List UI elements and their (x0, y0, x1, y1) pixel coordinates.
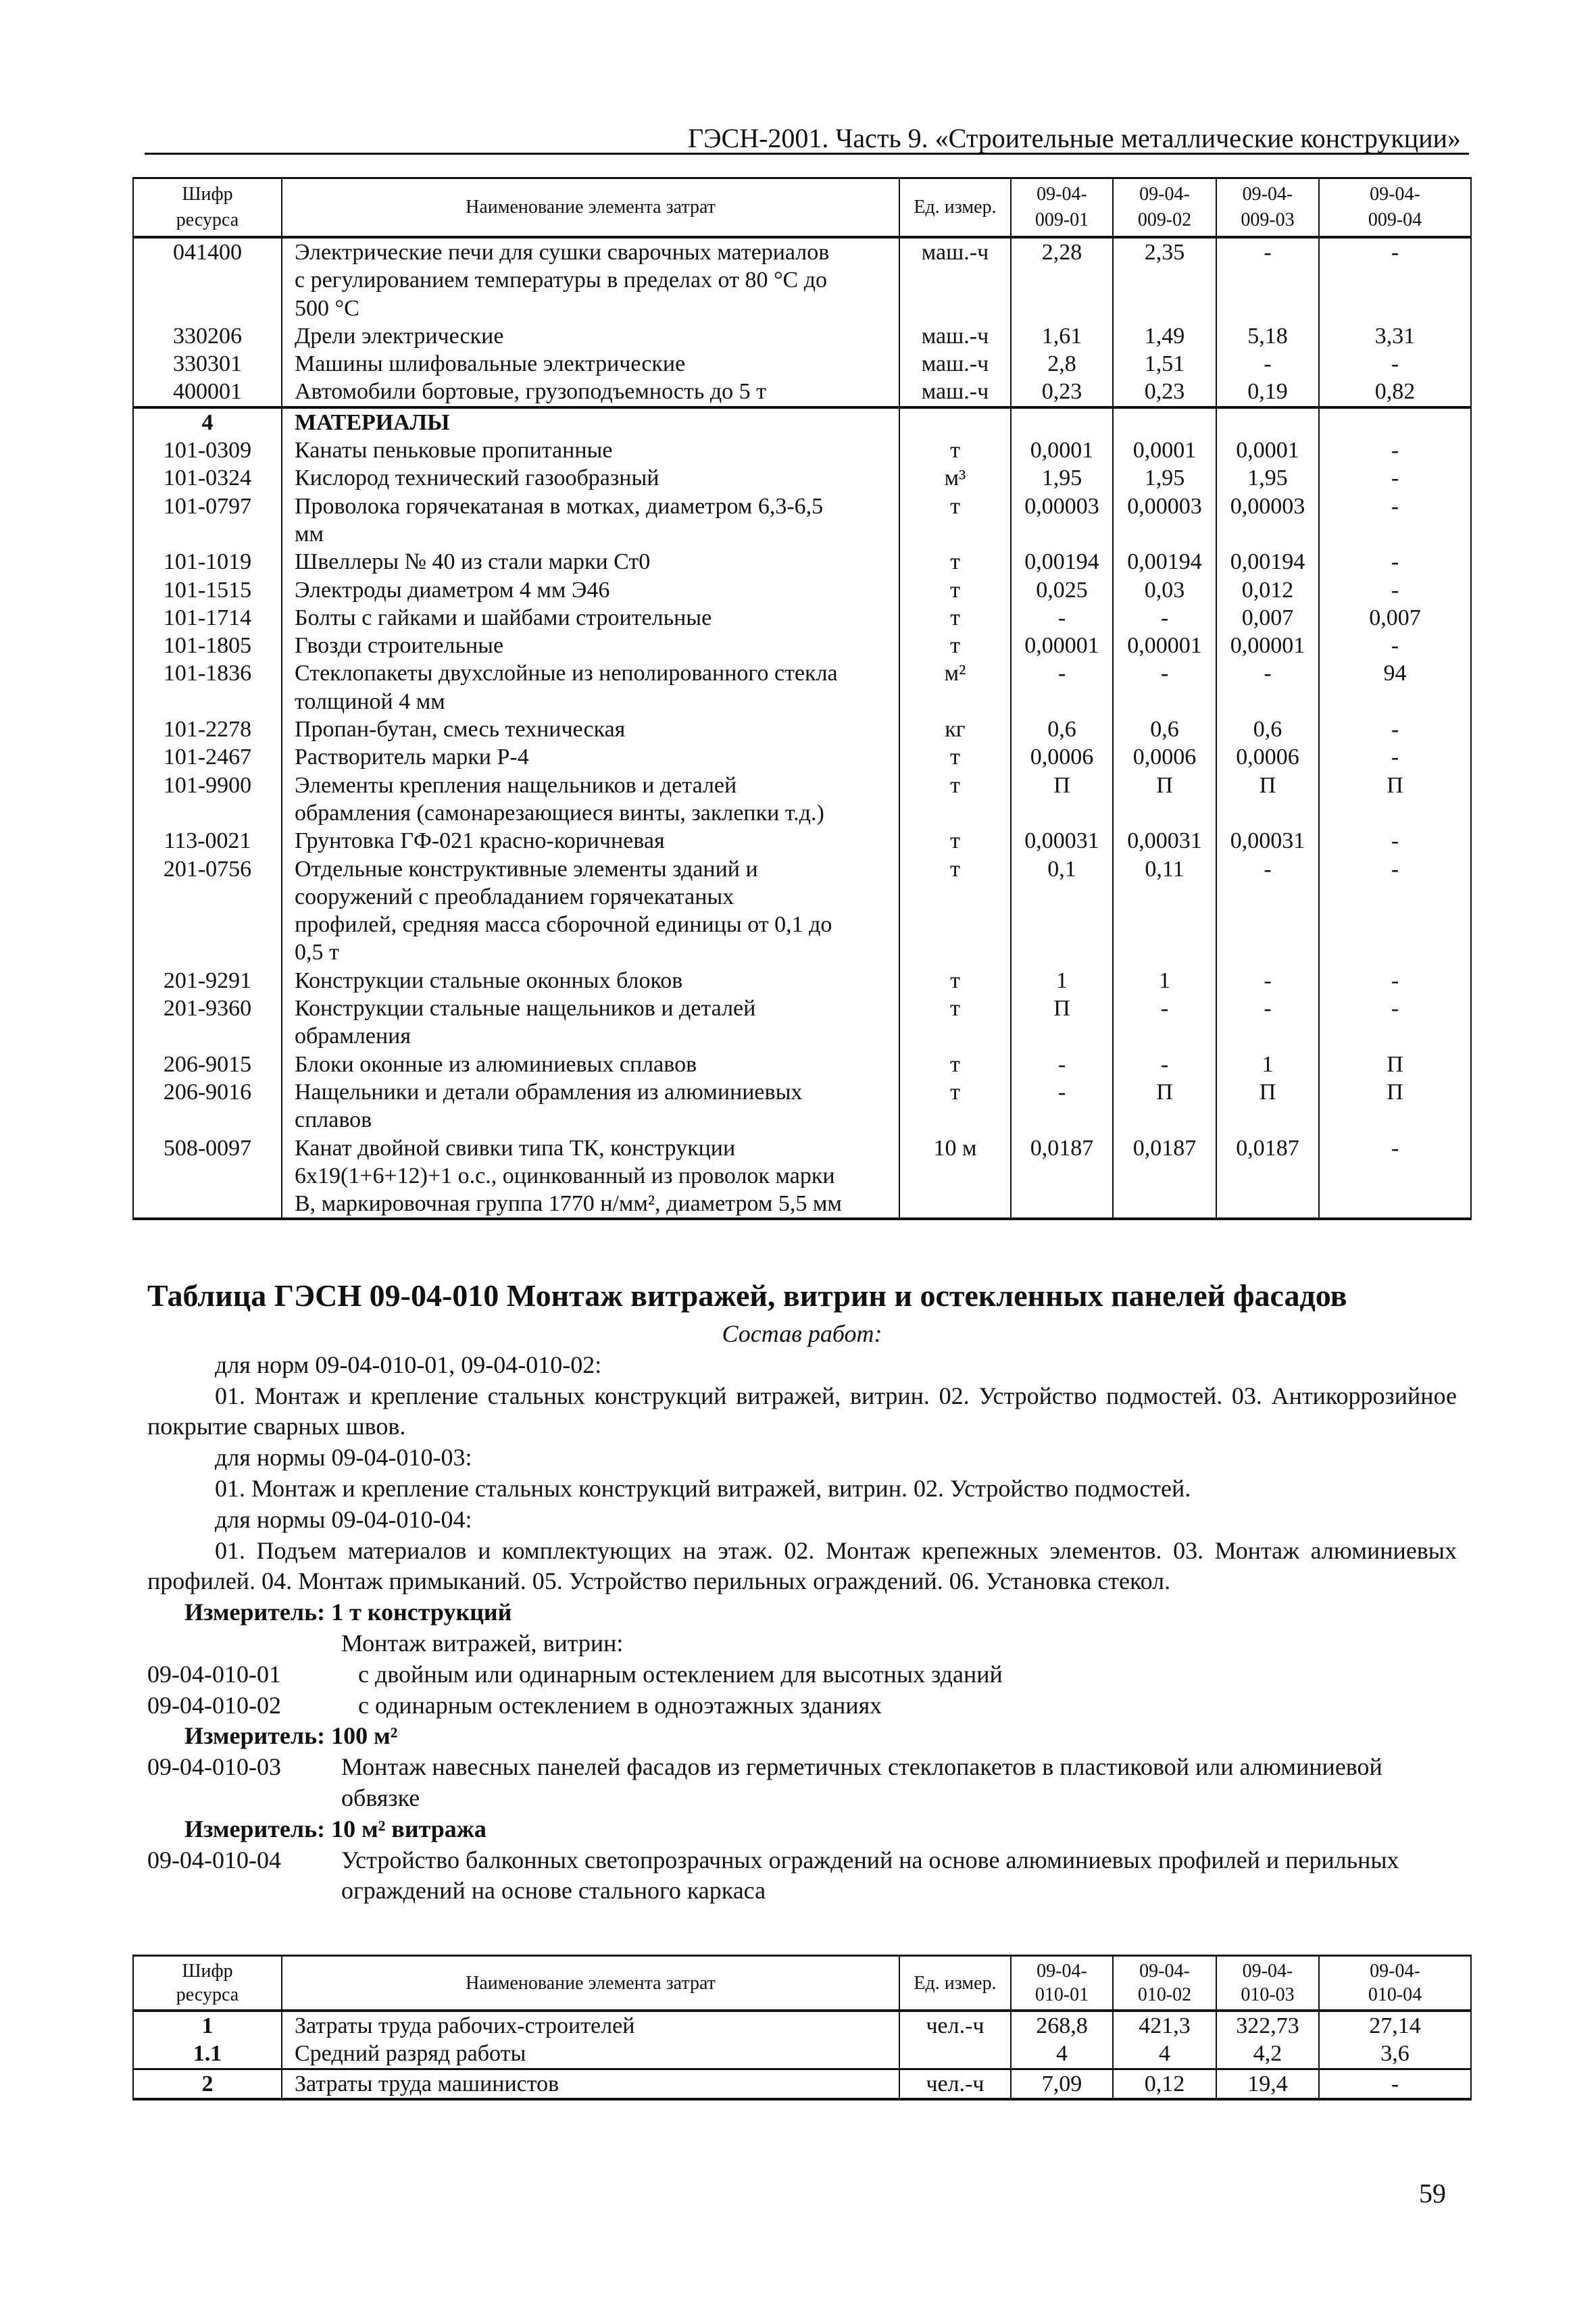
cell-value: - (1319, 967, 1471, 995)
cell-value: - (1319, 715, 1471, 743)
cell-value: 0,007 (1216, 604, 1319, 632)
header-rule (145, 153, 1469, 155)
table-row (133, 464, 1471, 492)
cell-unit: чел.-ч (899, 2011, 1011, 2040)
table-row (133, 1051, 1471, 1078)
cell-code: 101-1019 (133, 548, 282, 576)
cell-unit: т (899, 436, 1011, 464)
cell-value: 1,95 (1216, 464, 1319, 492)
cell-name: Машины шлифовальные электрические (282, 350, 899, 378)
work-description: 01. Подъем материалов и комплектующих на этаж. 02. Монтаж крепежных элементов. 03. Монтаж алюминиевых профилей. 04. Монтаж примыканий. 05. Устройство перильных ограждений. 06. Установка стекол. (147, 1536, 1457, 1595)
cell-value: 7,09 (1011, 2069, 1113, 2099)
cell-value: 4 (1113, 2040, 1216, 2069)
cell-name: Затраты труда машинистов (282, 2069, 899, 2099)
cell-value: 5,18 (1216, 322, 1319, 350)
cell-code: 201-0756 (133, 855, 282, 967)
cell-value: - (1319, 855, 1471, 967)
cell-value: - (1319, 743, 1471, 771)
cell-value: П (1011, 995, 1113, 1051)
measure-label: Измеритель: 1 т конструкций (184, 1599, 512, 1626)
cell-value: 27,14 (1319, 2011, 1471, 2040)
cell-value: - (1319, 576, 1471, 604)
norm-text: Монтаж навесных панелей фасадов из герметичных стеклопакетов в пластиковой или алюминиевой обвязке (341, 1753, 1382, 1811)
cell-code: 101-9900 (133, 772, 282, 828)
section-row (133, 2069, 1471, 2099)
cell-code: 101-0324 (133, 464, 282, 492)
cell-code: 1 (133, 2011, 282, 2040)
norms-heading: для нормы 09-04-010-03: (215, 1444, 472, 1472)
cell-value: 0,6 (1011, 715, 1113, 743)
header-name: Наименование элемента затрат (282, 1956, 899, 2011)
cell-unit: маш.-ч (899, 378, 1011, 407)
cell-code: 101-1805 (133, 632, 282, 659)
cell-value: - (1319, 1134, 1471, 1219)
cell-code: 101-1714 (133, 604, 282, 632)
cell-unit: т (899, 548, 1011, 576)
cell-name: Канаты пеньковые пропитанные (282, 436, 899, 464)
cell-value: 1 (1011, 967, 1113, 995)
cell-code: 041400 (133, 237, 282, 322)
norm-text: с двойным или одинарным остеклением для высотных зданий (358, 1660, 1003, 1688)
cell-value: 268,8 (1011, 2011, 1113, 2040)
cell-code: 330206 (133, 322, 282, 350)
cell-value: 3,6 (1319, 2040, 1471, 2069)
header-norm: 09-04- 009-02 (1113, 178, 1216, 238)
cell-name: Стеклопакеты двухслойные из неполированного стекла толщиной 4 мм (282, 659, 899, 715)
table-row (133, 743, 1471, 771)
cell-unit: кг (899, 715, 1011, 743)
cell-value: - (1011, 1051, 1113, 1078)
cell-value: - (1011, 1078, 1113, 1134)
cell-unit: маш.-ч (899, 322, 1011, 350)
cell-unit: 10 м (899, 1134, 1011, 1219)
cell-value: 421,3 (1113, 2011, 1216, 2040)
table-row (133, 772, 1471, 828)
cell-name: Конструкции стальные оконных блоков (282, 967, 899, 995)
cell-value: 0,82 (1319, 378, 1471, 407)
cell-value: 0,00031 (1113, 827, 1216, 855)
table-row (133, 855, 1471, 967)
cell-value (1011, 407, 1113, 436)
cell-value (1113, 407, 1216, 436)
cell-value: - (1319, 995, 1471, 1051)
cell-value: 0,00001 (1216, 632, 1319, 659)
section-row (133, 407, 1471, 436)
cell-value: П (1216, 1078, 1319, 1134)
cell-value: - (1216, 855, 1319, 967)
cell-code: 101-2467 (133, 743, 282, 771)
composition-label: Состав работ: (722, 1320, 882, 1347)
cell-value: П (1216, 772, 1319, 828)
work-description: 01. Монтаж и крепление стальных конструкций витражей, витрин. 02. Устройство подмостей. (215, 1474, 1191, 1502)
cell-name: Пропан-бутан, смесь техническая (282, 715, 899, 743)
table-row (133, 1078, 1471, 1134)
cell-value: П (1319, 1051, 1471, 1078)
header-unit: Ед. измер. (899, 1956, 1011, 2011)
cell-value: 3,31 (1319, 322, 1471, 350)
cell-value: 0,12 (1113, 2069, 1216, 2099)
running-header: ГЭСН-2001. Часть 9. «Строительные металлические конструкции» (688, 123, 1461, 153)
header-norm: 09-04- 010-03 (1216, 1956, 1319, 2011)
cell-value: 1,49 (1113, 322, 1216, 350)
cell-value: 0,23 (1011, 378, 1113, 407)
cell-name: Растворитель марки Р-4 (282, 743, 899, 771)
cell-value: 4 (1011, 2040, 1113, 2069)
cell-value: 0,0001 (1011, 436, 1113, 464)
cell-value: 1 (1216, 1051, 1319, 1078)
table-row (133, 995, 1471, 1051)
cell-value: - (1319, 350, 1471, 378)
cell-value: 0,00003 (1113, 493, 1216, 549)
cell-value: - (1216, 350, 1319, 378)
cell-unit: т (899, 967, 1011, 995)
table-row (133, 378, 1471, 407)
cell-unit: т (899, 1078, 1011, 1134)
cell-value: 0,1 (1011, 855, 1113, 967)
norms-heading: для норм 09-04-010-01, 09-04-010-02: (215, 1351, 602, 1378)
cell-value: 1,95 (1113, 464, 1216, 492)
cell-value: 0,11 (1113, 855, 1216, 967)
cell-code: 2 (133, 2069, 282, 2099)
cell-unit: т (899, 632, 1011, 659)
table-row (133, 715, 1471, 743)
cell-value: 2,8 (1011, 350, 1113, 378)
cell-value: - (1319, 548, 1471, 576)
header-code: Шифр ресурса (133, 178, 282, 238)
cell-value: 19,4 (1216, 2069, 1319, 2099)
cell-value: 0,00031 (1216, 827, 1319, 855)
work-composition (147, 1319, 1457, 1907)
cell-value: 0,03 (1113, 576, 1216, 604)
section-title: Таблица ГЭСН 09-04-010 Монтаж витражей, витрин и остекленных панелей фасадов (147, 1278, 1347, 1313)
cell-value: - (1319, 436, 1471, 464)
header-norm: 09-04- 009-01 (1011, 178, 1113, 238)
cell-unit (899, 407, 1011, 436)
cell-value: 1,61 (1011, 322, 1113, 350)
cell-value: 4,2 (1216, 2040, 1319, 2069)
header-norm: 09-04- 010-02 (1113, 1956, 1216, 2011)
cell-unit: т (899, 772, 1011, 828)
cell-value: 0,007 (1319, 604, 1471, 632)
norm-code: 09-04-010-02 (147, 1691, 281, 1719)
cell-name: Швеллеры № 40 из стали марки Ст0 (282, 548, 899, 576)
cell-name: Канат двойной свивки типа ТК, конструкции 6х19(1+6+12)+1 о.с., оцинкованный из проволок марки В, маркировочная группа 1770 н/мм², диаметром 5,5 мм (282, 1134, 899, 1219)
cell-unit: т (899, 1051, 1011, 1078)
cell-unit: т (899, 576, 1011, 604)
cell-value: 1,95 (1011, 464, 1113, 492)
cell-value: - (1113, 604, 1216, 632)
measure-label: Измеритель: 100 м² (184, 1722, 398, 1750)
cell-name: Электроды диаметром 4 мм Э46 (282, 576, 899, 604)
cell-value (1216, 407, 1319, 436)
cell-value: 0,0006 (1113, 743, 1216, 771)
norm-text: с одинарным остеклением в одноэтажных зданиях (358, 1691, 882, 1719)
table-row (133, 237, 1471, 322)
table-row (133, 322, 1471, 350)
cell-unit: т (899, 827, 1011, 855)
cell-value: - (1319, 237, 1471, 322)
cell-value: 0,0001 (1216, 436, 1319, 464)
cell-name: МАТЕРИАЛЫ (282, 407, 899, 436)
cell-value: - (1319, 827, 1471, 855)
header-name: Наименование элемента затрат (282, 178, 899, 238)
norm-code: 09-04-010-04 (147, 1846, 281, 1873)
table-row (133, 576, 1471, 604)
cell-value: П (1319, 772, 1471, 828)
cell-value: - (1319, 464, 1471, 492)
work-description: 01. Монтаж и крепление стальных конструкций витражей, витрин. 02. Устройство подмостей. 03. Антикоррозийное покрытие сварных швов. (147, 1382, 1457, 1440)
cell-code: 101-1836 (133, 659, 282, 715)
group-label: Монтаж витражей, витрин: (341, 1629, 624, 1657)
cell-unit: м³ (899, 464, 1011, 492)
cell-name: Блоки оконные из алюминиевых сплавов (282, 1051, 899, 1078)
cell-value: 0,012 (1216, 576, 1319, 604)
cell-value: 322,73 (1216, 2011, 1319, 2040)
cell-unit: маш.-ч (899, 237, 1011, 322)
cell-value: - (1319, 493, 1471, 549)
cell-value (1319, 407, 1471, 436)
cell-code: 400001 (133, 378, 282, 407)
cell-value: 0,00003 (1011, 493, 1113, 549)
table-row (133, 2040, 1471, 2069)
cell-code: 101-2278 (133, 715, 282, 743)
table-row (133, 967, 1471, 995)
cell-value: 0,00001 (1011, 632, 1113, 659)
cell-name: Электрические печи для сушки сварочных материалов с регулированием температуры в пределах от 80 °С до 500 °С (282, 237, 899, 322)
table-row (133, 1134, 1471, 1219)
cell-value: 0,23 (1113, 378, 1216, 407)
cell-unit (899, 2040, 1011, 2069)
cell-code: 206-9016 (133, 1078, 282, 1134)
norm-code: 09-04-010-03 (147, 1753, 281, 1781)
cell-value: - (1113, 659, 1216, 715)
cell-value: 0,0001 (1113, 436, 1216, 464)
cell-value: - (1011, 659, 1113, 715)
resources-table-09-04-010 (132, 1955, 1472, 2101)
norm-item (147, 1659, 1457, 1690)
cell-name: Затраты труда рабочих-строителей (282, 2011, 899, 2040)
cell-unit: т (899, 995, 1011, 1051)
cell-value: 0,6 (1113, 715, 1216, 743)
cell-code: 101-0797 (133, 493, 282, 549)
norm-text: Устройство балконных светопрозрачных ограждений на основе алюминиевых профилей и перильных ограждений на основе стального каркаса (341, 1846, 1399, 1905)
cell-unit: т (899, 855, 1011, 967)
cell-name: Отдельные конструктивные элементы зданий и сооружений с преобладанием горячекатаных профилей, средняя масса сборочной единицы от 0,1 до 0,5 т (282, 855, 899, 967)
header-norm: 09-04- 009-03 (1216, 178, 1319, 238)
cell-value: 0,19 (1216, 378, 1319, 407)
norm-item (147, 1845, 1457, 1907)
header-unit: Ед. измер. (899, 178, 1011, 238)
cell-value: - (1011, 604, 1113, 632)
table-row (133, 436, 1471, 464)
cell-unit: т (899, 743, 1011, 771)
norms-heading: для нормы 09-04-010-04: (215, 1505, 472, 1533)
cell-value: - (1216, 967, 1319, 995)
header-norm: 09-04- 010-04 (1319, 1956, 1471, 2011)
cell-name: Автомобили бортовые, грузоподъемность до 5 т (282, 378, 899, 407)
cell-value: 0,00001 (1113, 632, 1216, 659)
cell-value: 0,00194 (1011, 548, 1113, 576)
cell-unit: м² (899, 659, 1011, 715)
cell-value: 2,28 (1011, 237, 1113, 322)
cell-value: П (1319, 1078, 1471, 1134)
cell-value: 0,0006 (1011, 743, 1113, 771)
table-row (133, 632, 1471, 659)
cell-unit: чел.-ч (899, 2069, 1011, 2099)
table-row (133, 350, 1471, 378)
table-row (133, 827, 1471, 855)
cell-value: - (1113, 995, 1216, 1051)
cell-value: П (1011, 772, 1113, 828)
cell-name: Проволока горячекатаная в мотках, диаметром 6,3-6,5 мм (282, 493, 899, 549)
cell-value: П (1113, 1078, 1216, 1134)
cell-name: Гвозди строительные (282, 632, 899, 659)
cell-name: Элементы крепления нащельников и деталей обрамления (самонарезающиеся винты, заклепки т.д.) (282, 772, 899, 828)
cell-name: Грунтовка ГФ-021 красно-коричневая (282, 827, 899, 855)
cell-value: 1 (1113, 967, 1216, 995)
cell-unit: т (899, 604, 1011, 632)
cell-code: 101-0309 (133, 436, 282, 464)
cell-code: 113-0021 (133, 827, 282, 855)
cell-value: 0,0187 (1113, 1134, 1216, 1219)
table-row (133, 604, 1471, 632)
cell-unit: маш.-ч (899, 350, 1011, 378)
cell-value: - (1319, 2069, 1471, 2099)
cell-value: 0,0006 (1216, 743, 1319, 771)
table-header-row (133, 1956, 1471, 2011)
cell-value: - (1216, 237, 1319, 322)
cell-name: Нащельники и детали обрамления из алюминиевых сплавов (282, 1078, 899, 1134)
cell-code: 206-9015 (133, 1051, 282, 1078)
table-row (133, 493, 1471, 549)
cell-code: 101-1515 (133, 576, 282, 604)
table-row (133, 2011, 1471, 2040)
cell-value: - (1216, 659, 1319, 715)
cell-name: Конструкции стальные нащельников и деталей обрамления (282, 995, 899, 1051)
cell-value: 0,00003 (1216, 493, 1319, 549)
cell-name: Болты с гайками и шайбами строительные (282, 604, 899, 632)
cell-name: Кислород технический газообразный (282, 464, 899, 492)
cell-value: - (1319, 632, 1471, 659)
cell-value: - (1113, 1051, 1216, 1078)
header-code: Шифр ресурса (133, 1956, 282, 2011)
cell-code: 508-0097 (133, 1134, 282, 1219)
table-row (133, 548, 1471, 576)
norm-item (147, 1752, 1457, 1814)
cell-code: 1.1 (133, 2040, 282, 2069)
cell-code: 201-9291 (133, 967, 282, 995)
norm-item (147, 1690, 1457, 1721)
cell-value: 0,0187 (1216, 1134, 1319, 1219)
cell-value: 0,00031 (1011, 827, 1113, 855)
cell-code: 330301 (133, 350, 282, 378)
page-number: 59 (1419, 2178, 1446, 2209)
cell-value: 0,00194 (1113, 548, 1216, 576)
cell-unit: т (899, 493, 1011, 549)
cell-value: П (1113, 772, 1216, 828)
header-norm: 09-04- 010-01 (1011, 1956, 1113, 2011)
cell-value: - (1216, 995, 1319, 1051)
norm-code: 09-04-010-01 (147, 1660, 281, 1688)
resources-table-09-04-009 (132, 177, 1472, 1220)
cell-value: 0,6 (1216, 715, 1319, 743)
cell-value: 1,51 (1113, 350, 1216, 378)
table-header-row (133, 178, 1471, 238)
cell-value: 2,35 (1113, 237, 1216, 322)
measure-label: Измеритель: 10 м² витража (184, 1815, 487, 1842)
header-norm: 09-04- 009-04 (1319, 178, 1471, 238)
cell-value: 0,0187 (1011, 1134, 1113, 1219)
cell-value: 0,00194 (1216, 548, 1319, 576)
cell-name: Дрели электрические (282, 322, 899, 350)
cell-value: 0,025 (1011, 576, 1113, 604)
cell-value: 94 (1319, 659, 1471, 715)
table-row (133, 659, 1471, 715)
cell-code: 4 (133, 407, 282, 436)
cell-name: Средний разряд работы (282, 2040, 899, 2069)
cell-code: 201-9360 (133, 995, 282, 1051)
